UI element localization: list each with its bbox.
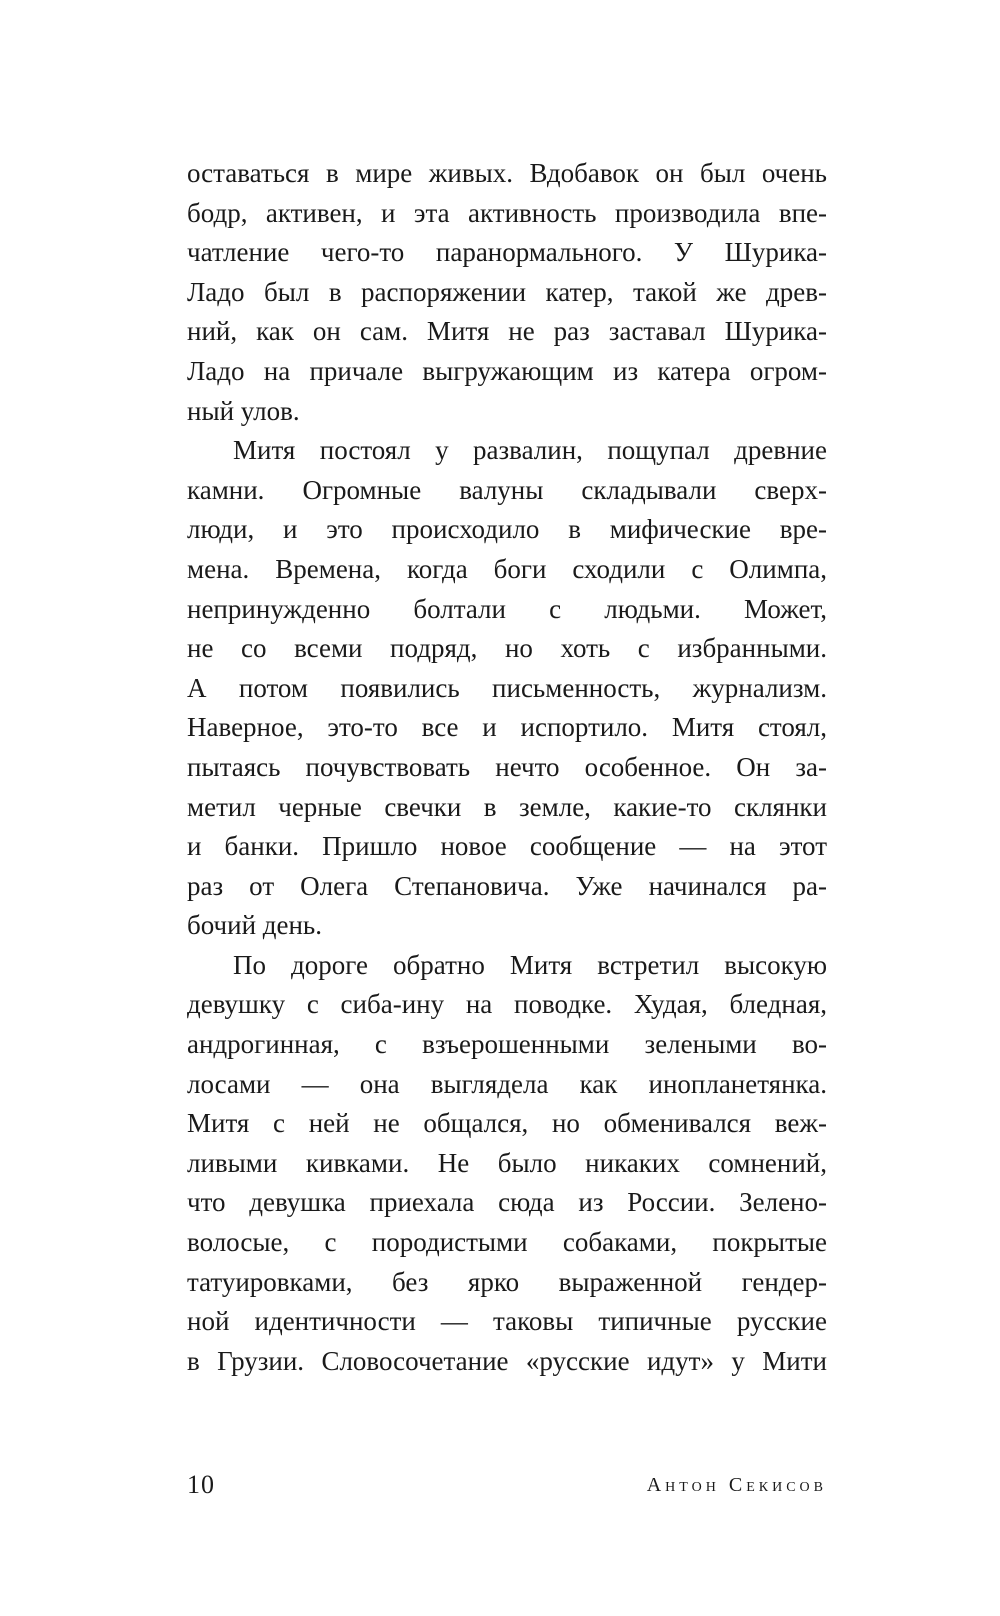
text-line: девушку с сиба-ину на поводке. Худая, бледная, (187, 989, 827, 1020)
text-line: чатление чего-то паранормального. У Шурика- (187, 237, 827, 268)
text-line: метил черные свечки в земле, какие-то склянки (187, 791, 827, 822)
running-header-author: Антон Секисов (646, 1474, 827, 1496)
text-line: мена. Времена, когда боги сходили с Олимпа, (187, 553, 827, 584)
text-line: камни. Огромные валуны складывали сверх- (187, 474, 827, 505)
text-line: что девушка приехала сюда из России. Зелено- (187, 1187, 827, 1218)
text-line: бодр, активен, и эта активность производила впе- (187, 197, 827, 228)
text-line: А потом появились письменность, журнализм. (187, 672, 827, 703)
text-line: ний, как он сам. Митя не раз заставал Шурика- (187, 316, 827, 347)
text-line: люди, и это происходило в мифические вре- (187, 514, 827, 545)
text-line: ной идентичности — таковы типичные русские (187, 1306, 827, 1337)
text-line: раз от Олега Степановича. Уже начинался ра- (187, 870, 827, 901)
text-line: Ладо был в распоряжении катер, такой же древ- (187, 276, 827, 307)
text-line: ливыми кивками. Не было никаких сомнений, (187, 1147, 827, 1178)
text-line: и банки. Пришло новое сообщение — на этот (187, 831, 827, 862)
page-footer (187, 1465, 827, 1505)
text-line: татуировками, без ярко выраженной гендер- (187, 1266, 827, 1297)
text-line: волосые, с породистыми собаками, покрытые (187, 1227, 827, 1258)
text-line: в Грузии. Словосочетание «русские идут» у Мити (187, 1345, 827, 1376)
page-number: 10 (187, 1470, 215, 1499)
text-line: не со всеми подряд, но хоть с избранными. (187, 633, 827, 664)
text-line: ный улов. (187, 395, 300, 426)
text-line: Митя с ней не общался, но обменивался веж- (187, 1108, 827, 1139)
text-line: лосами — она выглядела как инопланетянка. (187, 1068, 827, 1099)
text-line: непринужденно болтали с людьми. Может, (187, 593, 827, 624)
text-line: пытаясь почувствовать нечто особенное. Он за- (187, 751, 827, 782)
text-line: Ладо на причале выгружающим из катера огром- (187, 355, 827, 386)
text-line: бочий день. (187, 910, 322, 941)
body-text (187, 154, 827, 1381)
text-line: По дороге обратно Митя встретил высокую (233, 949, 827, 980)
text-line: Митя постоял у развалин, пощупал древние (233, 435, 827, 466)
text-line: оставаться в мире живых. Вдобавок он был очень (187, 158, 827, 188)
text-line: Наверное, это-то все и испортило. Митя стоял, (187, 712, 827, 743)
text-line: андрогинная, с взъерошенными зелеными во- (187, 1029, 827, 1060)
